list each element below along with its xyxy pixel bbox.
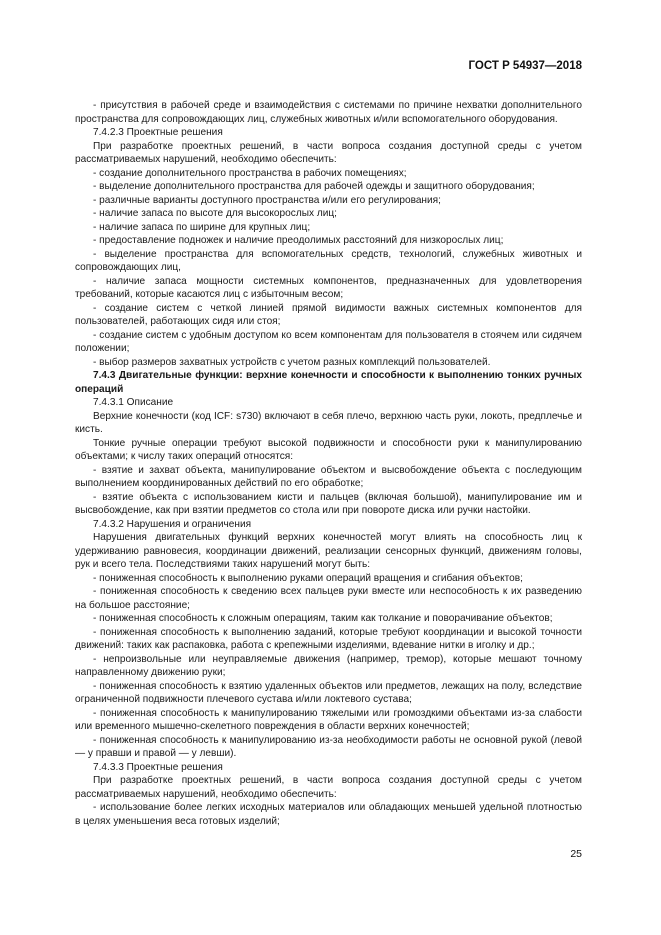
paragraph: - присутствия в рабочей среде и взаимодействия с системами по причине нехватки дополнительного пространства для сопровождающих лиц, служебных животных и/или вспомогательного оборудования. (75, 100, 582, 125)
paragraph: - использование более легких исходных материалов или обладающих меньшей удельной плотностью в целях уменьшения веса готовых изделий; (75, 802, 582, 827)
paragraph: - пониженная способность к выполнению руками операций вращения и сгибания объектов; (93, 572, 523, 584)
paragraph: Верхние конечности (код ICF: s730) включают в себя плечо, верхнюю часть руки, локоть, предплечье и кисть. (75, 410, 582, 435)
paragraph: - взятие объекта с использованием кисти и пальцев (включая большой), манипулирование им и высвобождение, как при взятии предметов со стола или при повороте диска или ручки настойки. (75, 491, 582, 516)
paragraph: - наличие запаса по высоте для высокорослых лиц; (93, 208, 337, 219)
paragraph: При разработке проектных решений, в части вопроса создания доступной среды с учетом рассматриваемых нарушений, необходимо обеспечить: (75, 140, 582, 165)
page-number: 25 (570, 848, 582, 860)
paragraph: - пониженная способность к манипулированию тяжелыми или громоздкими объектами из-за слабости или временного мышечно-скелетного повреждения в области верхних конечностей; (75, 707, 582, 732)
paragraph: - различные варианты доступного пространства и/или его регулирования; (93, 194, 441, 206)
paragraph: - создание систем с удобным доступом ко всем компонентам для пользователя в стоячем или сидячем положении; (75, 329, 582, 354)
paragraph: - пониженная способность к взятию удаленных объектов или предметов, лежащих на полу, вследствие ограниченной подвижности плечевого сустава и/или локтевого сустава; (75, 680, 582, 705)
paragraph: - пониженная способность к сведению всех пальцев руки вместе или неспособность к их разведению на большое расстояние; (75, 586, 582, 611)
paragraph: Тонкие ручные операции требуют высокой подвижности и способности руки к манипулированию объектами; к числу таких операций относятся: (75, 437, 582, 462)
paragraph: - пониженная способность к манипулированию из-за необходимости работы не основной рукой (левой — у правши и правой — у левши). (75, 734, 582, 759)
paragraph: - выделение пространства для вспомогательных средств, технологий, служебных животных и сопровождающих лиц, (75, 248, 582, 273)
paragraph: - выбор размеров захватных устройств с учетом разных комплекций пользователей. (93, 356, 491, 368)
paragraph: - предоставление подножек и наличие преодолимых расстояний для низкорослых лиц; (93, 235, 504, 246)
body-text (75, 99, 582, 828)
paragraph: - пониженная способность к выполнению заданий, которые требуют координации и высокой точности движений: таких как распаковка, работа с крепежными изделиями, вдевание нитки в иголку и др.; (75, 626, 582, 651)
paragraph: 7.4.3.2 Нарушения и ограничения (93, 518, 252, 530)
paragraph: 7.4.3.1 Описание (93, 397, 174, 408)
paragraph: 7.4.3.3 Проектные решения (93, 761, 223, 773)
paragraph: - взятие и захват объекта, манипулирование объектом и высвобождение объекта с последующим выполнением координированных действий по его обработке; (75, 464, 582, 489)
paragraph: - наличие запаса мощности системных компонентов, предназначенных для удовлетворения требований, которые касаются лиц с избыточным весом; (75, 275, 582, 300)
paragraph: - пониженная способность к сложным операциям, таким как толкание и поворачивание объектов; (93, 613, 553, 624)
paragraph: - выделение дополнительного пространства для рабочей одежды и защитного оборудования; (93, 181, 535, 192)
paragraph: 7.4.2.3 Проектные решения (93, 127, 223, 138)
section-heading: 7.4.3 Двигательные функции: верхние конечности и способности к выполнению тонких ручных операций (75, 370, 582, 395)
paragraph: - наличие запаса по ширине для крупных лиц; (93, 221, 311, 233)
paragraph: - создание дополнительного пространства в рабочих помещениях; (93, 167, 407, 179)
paragraph: Нарушения двигательных функций верхних конечностей могут влиять на способность лиц к удерживанию равновесия, координации движений, реализации сенсорных функций, движениям головы, рук и всего тела. Последствиями таких нарушений могут быть: (75, 532, 582, 570)
standard-designation: ГОСТ Р 54937—2018 (468, 60, 582, 72)
paragraph: - непроизвольные или неуправляемые движения (например, тремор), которые мешают точному направленному движению руки; (75, 653, 582, 678)
paragraph: - создание систем с четкой линией прямой видимости важных системных компонентов для пользователей, работающих сидя или стоя; (75, 302, 582, 327)
paragraph: При разработке проектных решений, в части вопроса создания доступной среды с учетом рассматриваемых нарушений, необходимо обеспечить: (75, 775, 582, 800)
